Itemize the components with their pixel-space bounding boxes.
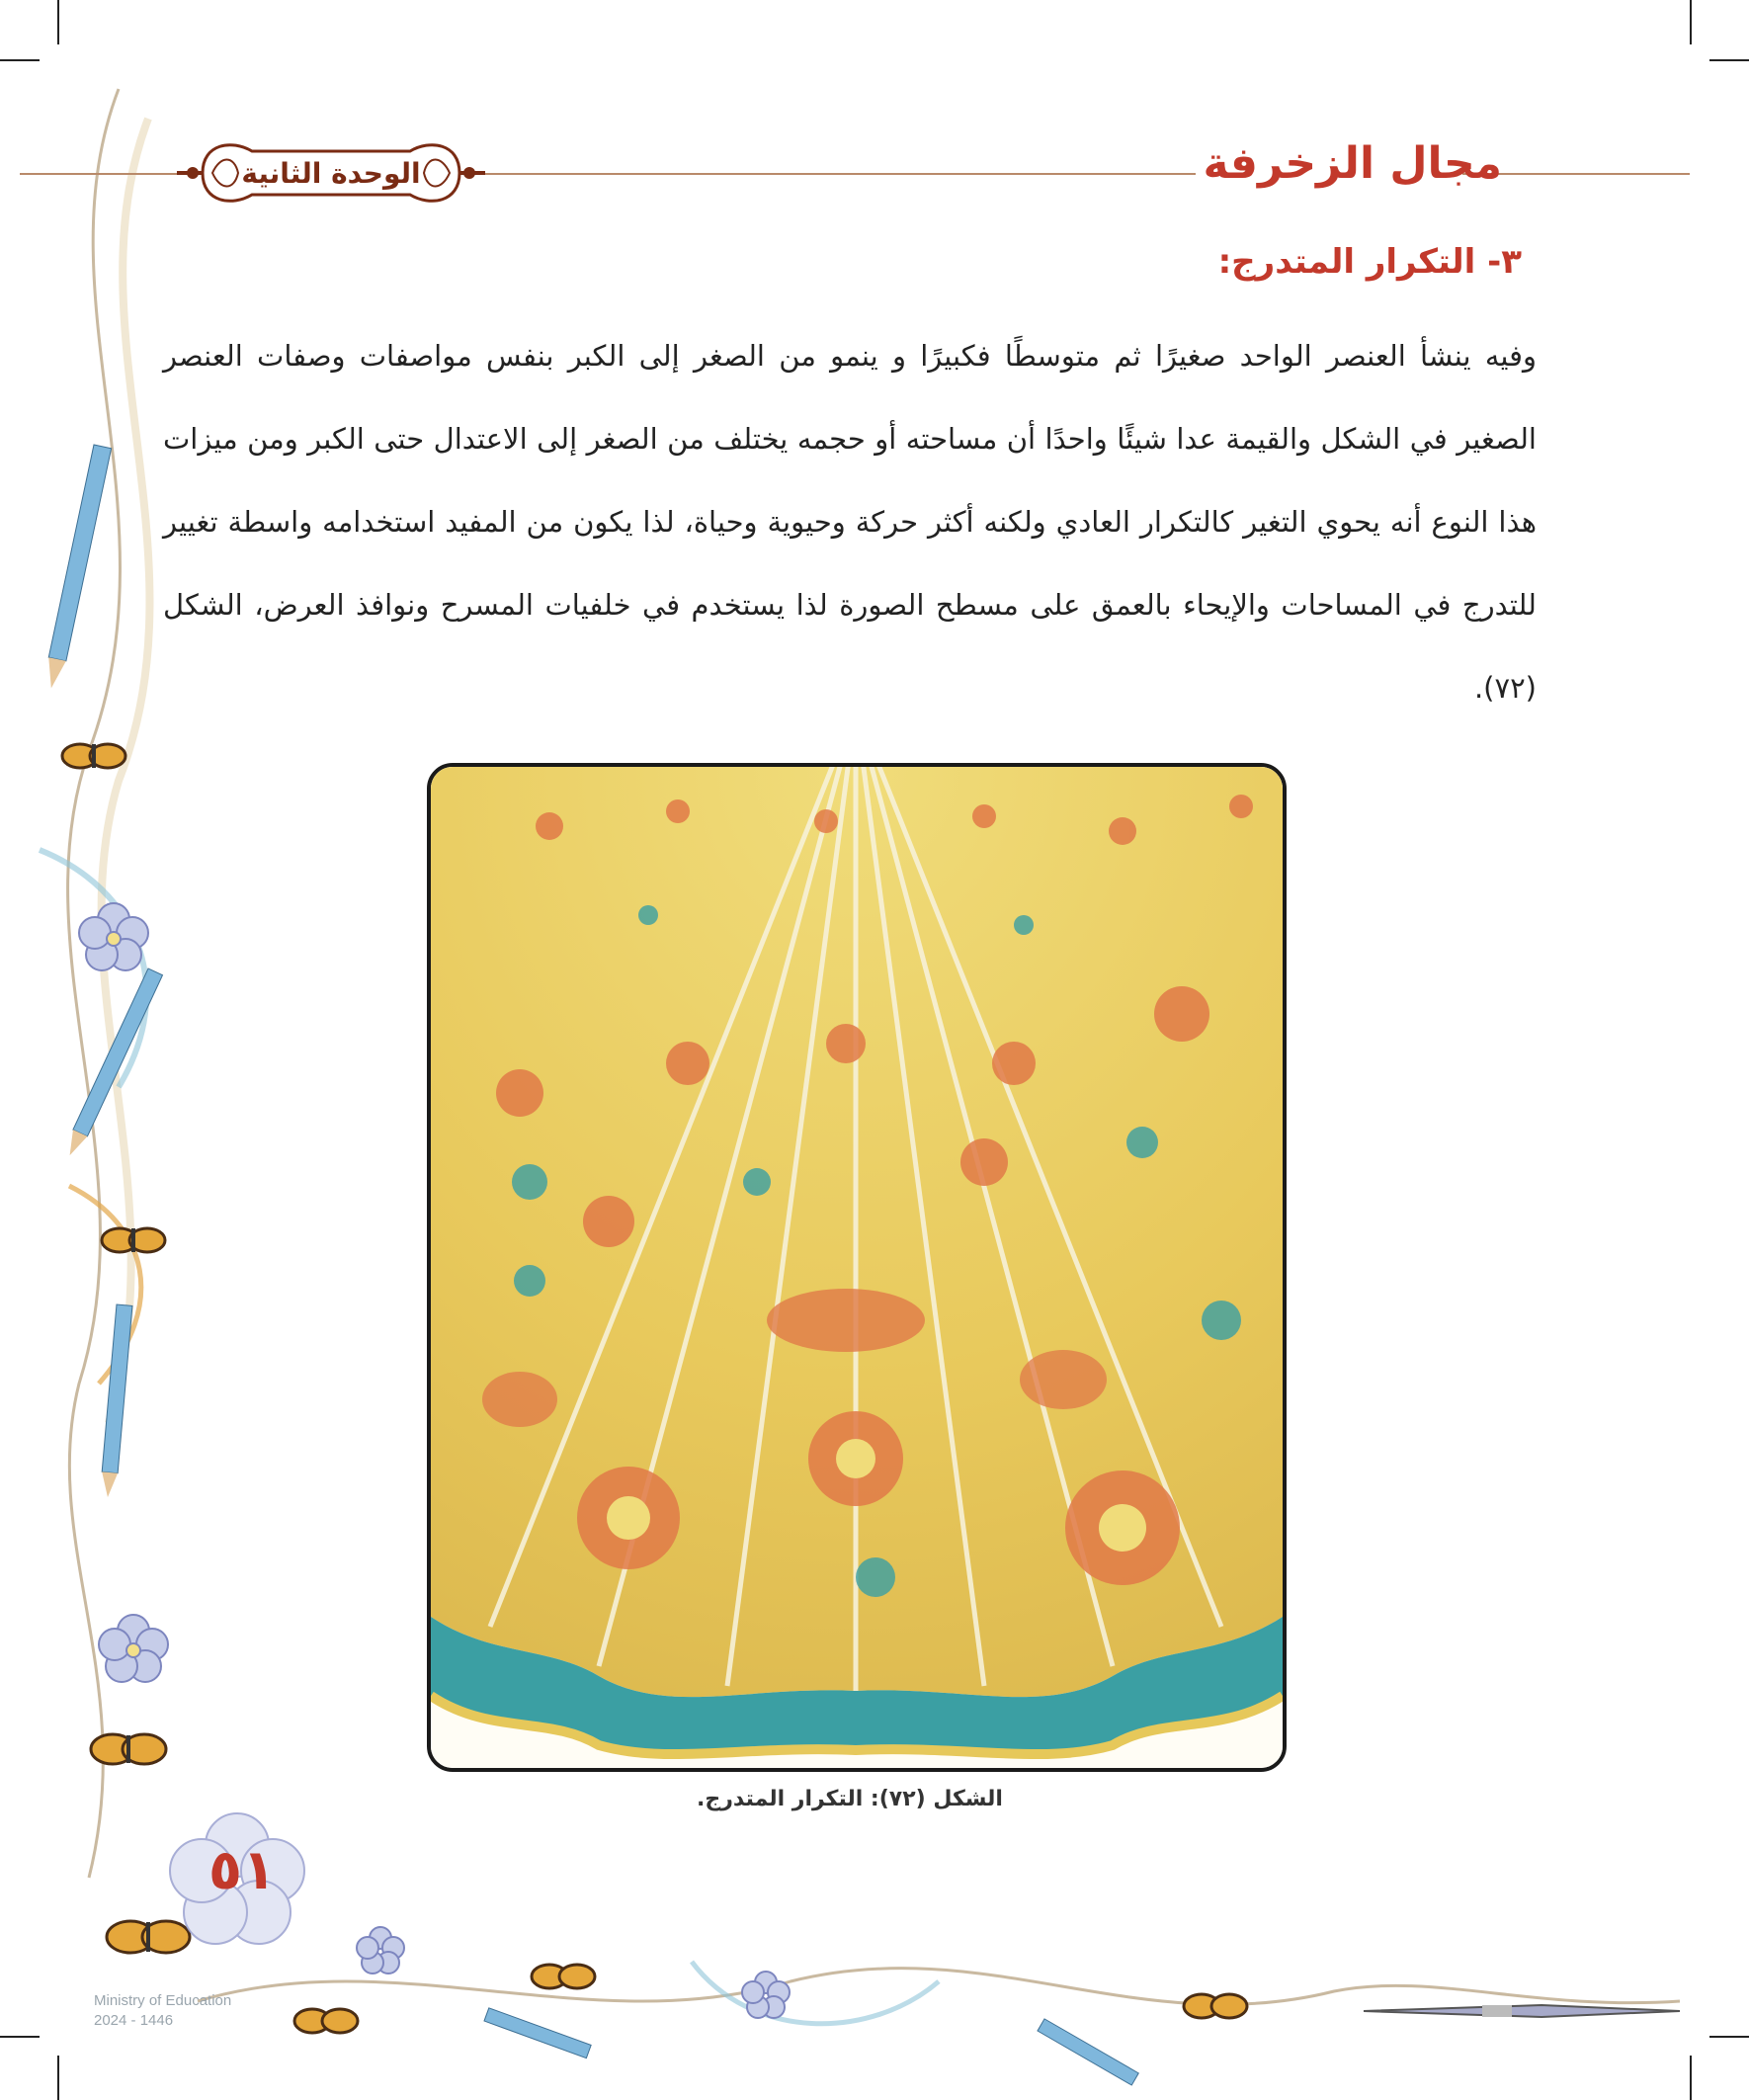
butterfly-icon [532, 1965, 595, 1988]
ministry-name: Ministry of Education [94, 1992, 232, 2009]
pencil-icon [484, 2008, 591, 2058]
graduated-ornament-picture [431, 767, 1283, 1768]
butterfly-icon [1184, 1994, 1247, 2018]
ministry-watermark [94, 1991, 231, 2031]
figure-caption: الشكل (٧٢): التكرار المتدرج. [697, 1787, 1003, 1811]
page-number: ٥١ [208, 1838, 277, 1902]
header-rule-middle [484, 173, 1196, 175]
bottom-border-decoration [0, 1922, 1749, 2100]
pencil-icon [62, 968, 162, 1159]
brush-icon [1364, 2005, 1680, 2017]
crop-mark [1690, 0, 1692, 44]
body-text [163, 314, 1537, 729]
figure-72-image [427, 763, 1287, 1772]
edition-year: 2024 - 1446 [94, 2012, 174, 2029]
butterfly-icon [294, 2009, 358, 2033]
section-heading: ٣- التكرار المتدرج: [1217, 242, 1522, 282]
flower-icon [357, 1927, 404, 1974]
chapter-title: مجال الزخرفة [1203, 138, 1502, 189]
flower-icon [99, 1615, 168, 1682]
pencil-icon [100, 1304, 132, 1498]
butterfly-icon [91, 1734, 166, 1764]
pencil-icon [42, 445, 112, 690]
butterfly-icon [102, 1228, 165, 1252]
unit-label: الوحدة الثانية [241, 156, 421, 190]
flower-icon [79, 903, 148, 970]
pencil-icon [1038, 2019, 1138, 2085]
flower-icon [742, 1972, 790, 2018]
body-paragraph: وفيه ينشأ العنصر الواحد صغيرًا ثم متوسطًا فكبيرًا و ينمو من الصغر إلى الكبر بنفس مواصفات وصفات العنصر الصغير في الشكل والقيمة عدا شيئًا واحدًا أن مساحته أو حجمه يختلف من الصغر إلى الاعتدال حتى الكبر ومن ميزات هذا النوع أنه يحوي التغير كالتكرار العادي ولكنه أكثر حركة وحيوية وحياة، لذا يكون من المفيد استخدامه واسطة تغيير للتدرج في المساحات والإيحاء بالعمق على مسطح الصورة لذا يستخدم في خلفيات المسرح ونوافذ العرض، الشكل (٧٢). [163, 339, 1537, 705]
header-rule-left [20, 173, 178, 175]
crop-mark [1709, 59, 1749, 61]
butterfly-icon [62, 744, 125, 768]
unit-badge [173, 133, 489, 212]
